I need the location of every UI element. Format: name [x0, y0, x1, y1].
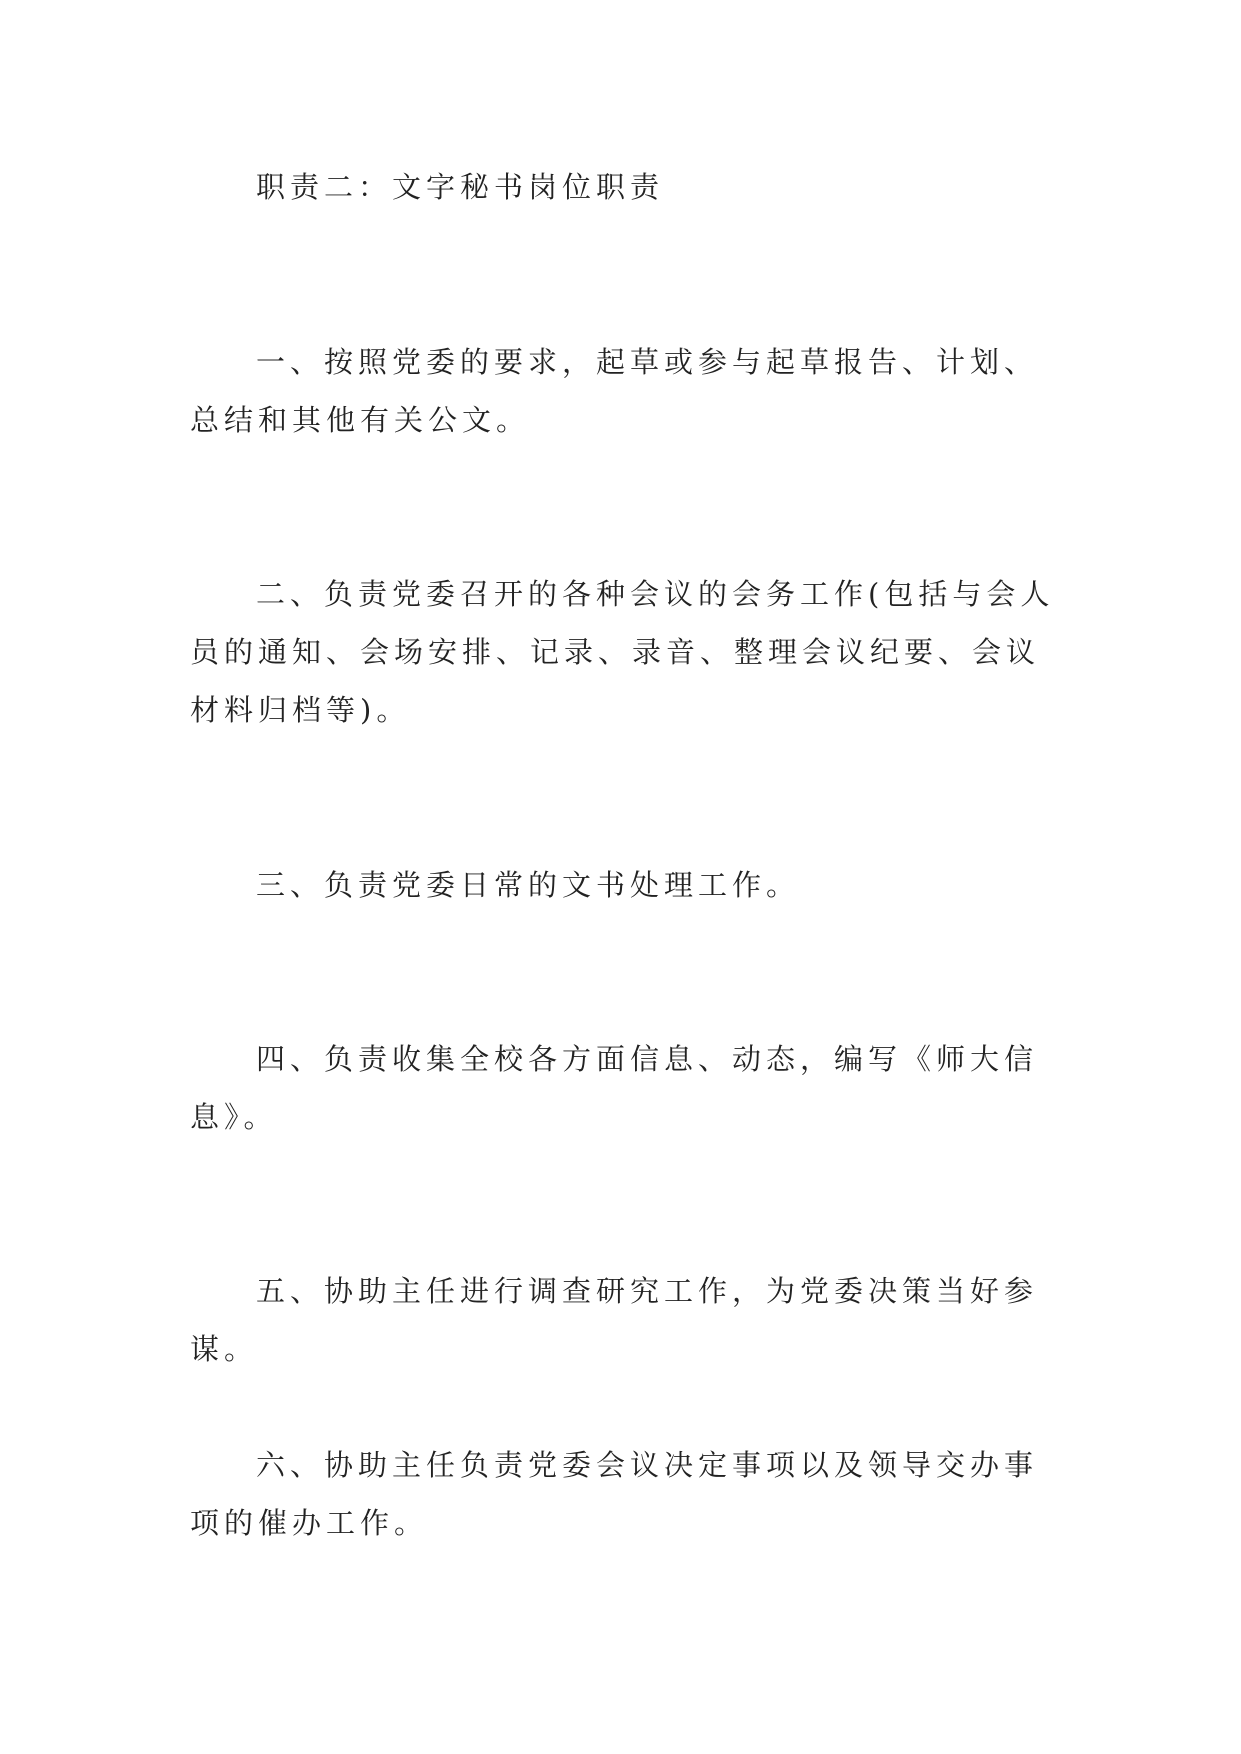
duty-item-4: 四、负责收集全校各方面信息、动态，编写《师大信息》。	[190, 1042, 1039, 1134]
section-heading: 职责二：文字秘书岗位职责	[256, 170, 665, 204]
duty-item-6: 六、协助主任负责党委会议决定事项以及领导交办事项的催办工作。	[190, 1448, 1039, 1540]
duty-item-1: 一、按照党委的要求，起草或参与起草报告、计划、总结和其他有关公文。	[190, 345, 1039, 437]
duty-item-2: 二、负责党委召开的各种会议的会务工作(包括与会人员的通知、会场安排、记录、录音、整理会议纪要、会议材料归档等)。	[190, 577, 1055, 727]
duty-item-3: 三、负责党委日常的文书处理工作。	[256, 868, 801, 902]
duty-item-5: 五、协助主任进行调查研究工作，为党委决策当好参谋。	[190, 1274, 1039, 1366]
